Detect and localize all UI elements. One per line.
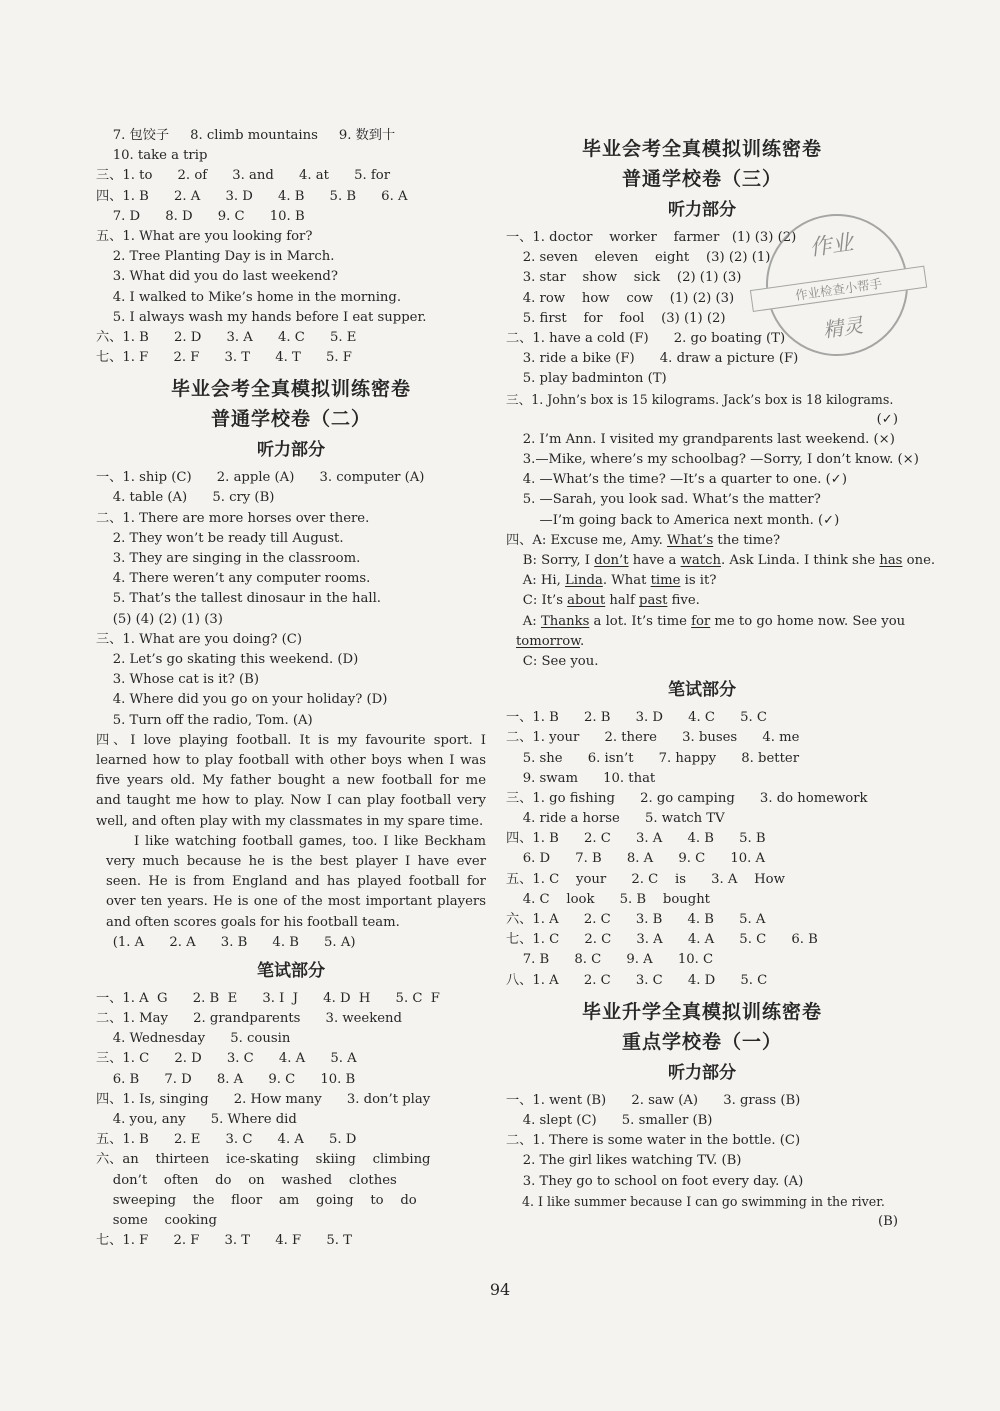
text-line: 6. B 7. D 8. A 9. C 10. B bbox=[96, 1071, 356, 1087]
section-subtitle: 普通学校卷（二） bbox=[210, 408, 371, 431]
text-line: 3. star show sick (2) (1) (3) bbox=[506, 270, 742, 286]
text-line: 六、1. A 2. C 3. B 4. B 5. A bbox=[506, 912, 766, 927]
text-line: 4. slept (C) 5. smaller (B) bbox=[506, 1112, 713, 1128]
text-line: 三、1. C 2. D 3. C 4. A 5. A bbox=[96, 1051, 357, 1067]
dialogue-text: one. bbox=[902, 553, 936, 568]
text-line: 3. They are singing in the classroom. bbox=[96, 551, 361, 566]
text-line: 2. I’m Ann. I visited my grandparents last weekend. (×) bbox=[506, 431, 895, 447]
dialogue-blank: has bbox=[879, 553, 903, 568]
text-line: 4. Where did you go on your holiday? (D) bbox=[96, 692, 388, 708]
text-line: 7. D 8. D 9. C 10. B bbox=[96, 208, 305, 224]
dialogue-text: half bbox=[605, 593, 640, 609]
text-line: 2. Let’s go skating this weekend. (D) bbox=[96, 651, 359, 667]
dialogue-line bbox=[506, 591, 898, 611]
dialogue-blank: about bbox=[567, 593, 606, 609]
text-line: 3. Whose cat is it? (B) bbox=[96, 672, 259, 688]
left-column bbox=[96, 126, 486, 1251]
dialogue-text: is it? bbox=[680, 573, 717, 589]
dialogue-line bbox=[506, 571, 898, 591]
text-line: 4. —What’s the time? —It’s a quarter to one. (✓) bbox=[506, 472, 847, 488]
section-subtitle: 普通学校卷（三） bbox=[621, 168, 782, 190]
text-line: 五、1. B 2. E 3. C 4. A 5. D bbox=[96, 1132, 357, 1148]
text-line: 六、an thirteen ice-skating skiing climbing bbox=[96, 1152, 431, 1168]
text-line: 四、1. B 2. C 3. A 4. B 5. B bbox=[506, 831, 766, 847]
text-line: 7. 包饺子 8. climb mountains 9. 数到十 bbox=[96, 128, 396, 143]
dialogue-text: C: It’s bbox=[506, 593, 568, 609]
text-line: —I’m going back to America next month. (✓) bbox=[506, 512, 840, 528]
dialogue-line: C: See you. bbox=[506, 653, 599, 669]
answer-mark: (✓) bbox=[876, 411, 898, 427]
text-line: 一、1. ship (C) 2. apple (A) 3. computer (A) bbox=[96, 470, 425, 486]
passage-text: I love playing football. It is my favourite sport. I learned how to play football with other boys when I was five years old. My father bought a new football for me and taught me how to play. Now I can play football very well, and often play with my classmates in my spare time. bbox=[96, 732, 486, 829]
passage-paragraph-2: I like watching football games, too. I like Beckham very much because he is the best player I have ever seen. He is from England and has played football for over ten years. He is one of the most important players and often scores goals for his football team. bbox=[106, 833, 486, 930]
text-line: 4. table (A) 5. cry (B) bbox=[96, 490, 275, 506]
text-line: 5. play badminton (T) bbox=[506, 371, 667, 387]
dialogue-text: . bbox=[579, 633, 585, 649]
page-number: 94 bbox=[489, 1280, 511, 1299]
dialogue-text: . What bbox=[602, 573, 651, 589]
text-line: 七、1. C 2. C 3. A 4. A 5. C 6. B bbox=[506, 932, 818, 948]
passage-answers: (1. A 2. A 3. B 4. B 5. A) bbox=[96, 934, 356, 950]
text-line: 四、1. Is, singing 2. How many 3. don’t play bbox=[96, 1091, 431, 1107]
stamp-text: 作业 bbox=[807, 230, 856, 262]
text-line: 一、1. B 2. B 3. D 4. C 5. C bbox=[506, 710, 767, 726]
text-line: 2. They won’t be ready till August. bbox=[96, 530, 344, 546]
text-line: 6. D 7. B 8. A 9. C 10. A bbox=[506, 851, 766, 867]
text-line: 4. There weren’t any computer rooms. bbox=[96, 571, 371, 587]
dialogue-line bbox=[506, 551, 936, 571]
dialogue-blank: time bbox=[650, 573, 681, 589]
text-line: 3. They go to school on foot every day. (A) bbox=[506, 1173, 804, 1189]
text-line: 三、1. go fishing 2. go camping 3. do homework bbox=[506, 790, 868, 806]
dialogue-blank: Linda bbox=[565, 573, 603, 589]
text-line: 二、1. There is some water in the bottle. (C) bbox=[506, 1133, 801, 1149]
dialogue-text: me to go home now. See you bbox=[710, 613, 906, 629]
dialogue-text: . Ask Linda. I think she bbox=[720, 553, 880, 568]
stamp-text: 作业检查小帮手 bbox=[750, 266, 927, 312]
text-line: 七、1. F 2. F 3. T 4. F 5. T bbox=[96, 1233, 352, 1249]
text-line: 一、1. A G 2. B E 3. I J 4. D H 5. C F bbox=[96, 990, 440, 1006]
listening-heading: 听力部分 bbox=[668, 1062, 736, 1083]
text-line: 四、1. B 2. A 3. D 4. B 5. B 6. A bbox=[96, 188, 408, 204]
text-line: 3. ride a bike (F) 4. draw a picture (F) bbox=[506, 351, 799, 367]
text-line: 2. Tree Planting Day is in March. bbox=[96, 249, 335, 265]
text-line: 9. swam 10. that bbox=[506, 770, 656, 786]
dialogue-blank: past bbox=[639, 593, 668, 609]
text-line: 3.—Mike, where’s my schoolbag? —Sorry, I don’t know. (×) bbox=[506, 452, 919, 468]
text-line: 六、1. B 2. D 3. A 4. C 5. E bbox=[96, 329, 357, 345]
text-line: 3. What did you do last weekend? bbox=[96, 269, 338, 285]
dialogue-blank: Thanks bbox=[540, 613, 590, 629]
text-line: 五、1. What are you looking for? bbox=[96, 228, 313, 244]
text-line: some cooking bbox=[96, 1212, 217, 1228]
text-line: 一、1. went (B) 2. saw (A) 3. grass (B) bbox=[506, 1092, 801, 1108]
listening-heading: 听力部分 bbox=[668, 200, 736, 220]
text-line: 5. Turn off the radio, Tom. (A) bbox=[96, 712, 313, 728]
text-line: 4. row how cow (1) (2) (3) bbox=[506, 290, 735, 306]
text-line: 三、1. What are you doing? (C) bbox=[96, 631, 302, 647]
dialogue-text: A: bbox=[506, 613, 541, 629]
text-line: 5. I always wash my hands before I eat supper. bbox=[96, 309, 427, 325]
text-line: 5. she 6. isn’t 7. happy 8. better bbox=[506, 750, 799, 766]
text-line: sweeping the floor am going to do bbox=[96, 1192, 417, 1208]
dialogue-line bbox=[506, 531, 898, 551]
text-line: 7. B 8. C 9. A 10. C bbox=[506, 952, 714, 968]
text-line: 5. That’s the tallest dinosaur in the hall. bbox=[96, 591, 381, 607]
dialogue-line bbox=[506, 612, 906, 632]
dialogue-text: 四、A: Excuse me, Amy. bbox=[506, 532, 668, 548]
text-line: 二、1. have a cold (F) 2. go boating (T) bbox=[506, 330, 786, 346]
section-title: 毕业会考全真模拟训练密卷 bbox=[581, 138, 822, 160]
text-line: 三、1. to 2. of 3. and 4. at 5. for bbox=[96, 168, 390, 184]
dialogue-text: a lot. It’s time bbox=[589, 613, 692, 629]
dialogue-blank: tomorrow bbox=[516, 633, 580, 649]
text-line: 二、1. There are more horses over there. bbox=[96, 510, 370, 526]
text-line: 4. ride a horse 5. watch TV bbox=[506, 811, 725, 827]
text-line: 4. I walked to Mike’s home in the morning. bbox=[96, 289, 402, 305]
text-line: 4. you, any 5. Where did bbox=[96, 1112, 297, 1128]
text-line: 4. I like summer because I can go swimming in the river. bbox=[506, 1193, 885, 1209]
section-subtitle: 重点学校卷（一） bbox=[621, 1030, 782, 1053]
dialogue-blank: What’s bbox=[667, 532, 714, 548]
listening-heading: 听力部分 bbox=[257, 440, 325, 461]
dialogue-text: have a bbox=[628, 553, 681, 568]
text-line: 三、1. John’s box is 15 kilograms. Jack’s box is 18 kilograms. bbox=[506, 391, 894, 407]
text-line: 4. C look 5. B bought bbox=[506, 891, 710, 907]
section-title: 毕业会考全真模拟训练密卷 bbox=[170, 378, 411, 401]
stamp-text: 精灵 bbox=[821, 312, 865, 343]
dialogue-text: A: Hi, bbox=[506, 573, 566, 589]
dialogue-blank: don’t bbox=[594, 553, 629, 568]
text-line: 八、1. A 2. C 3. C 4. D 5. C bbox=[506, 972, 768, 988]
text-line: don’t often do on washed clothes bbox=[96, 1172, 397, 1188]
text-line: 二、1. your 2. there 3. buses 4. me bbox=[506, 730, 800, 746]
text-line: 5. —Sarah, you look sad. What’s the matter? bbox=[506, 492, 821, 508]
text-line: 10. take a trip bbox=[96, 148, 208, 164]
text-line: 一、1. doctor worker farmer (1) (3) (2) bbox=[506, 230, 797, 245]
answer-mark: (B) bbox=[878, 1213, 898, 1229]
written-heading: 笔试部分 bbox=[257, 960, 325, 981]
dialogue-text: five. bbox=[667, 593, 700, 609]
dialogue-blank: for bbox=[691, 613, 711, 629]
item-number: 四、 bbox=[96, 732, 131, 748]
dialogue-line bbox=[516, 632, 898, 652]
written-heading: 笔试部分 bbox=[668, 680, 736, 701]
dialogue-text: the time? bbox=[713, 532, 781, 548]
text-line: 4. Wednesday 5. cousin bbox=[96, 1031, 291, 1047]
dialogue-text: B: Sorry, I bbox=[506, 553, 595, 568]
text-line: 七、1. F 2. F 3. T 4. T 5. F bbox=[96, 350, 352, 366]
text-line: 二、1. May 2. grandparents 3. weekend bbox=[96, 1011, 402, 1027]
text-line: 五、1. C your 2. C is 3. A How bbox=[506, 871, 785, 887]
text-line: 2. seven eleven eight (3) (2) (1) bbox=[506, 250, 771, 266]
section-title: 毕业升学全真模拟训练密卷 bbox=[581, 1000, 822, 1023]
dialogue-blank: watch bbox=[680, 553, 721, 568]
text-line: 5. first for fool (3) (1) (2) bbox=[506, 310, 726, 326]
text-line: 2. The girl likes watching TV. (B) bbox=[506, 1153, 742, 1169]
text-line: (5) (4) (2) (1) (3) bbox=[96, 611, 223, 627]
passage-paragraph-1 bbox=[96, 731, 486, 832]
